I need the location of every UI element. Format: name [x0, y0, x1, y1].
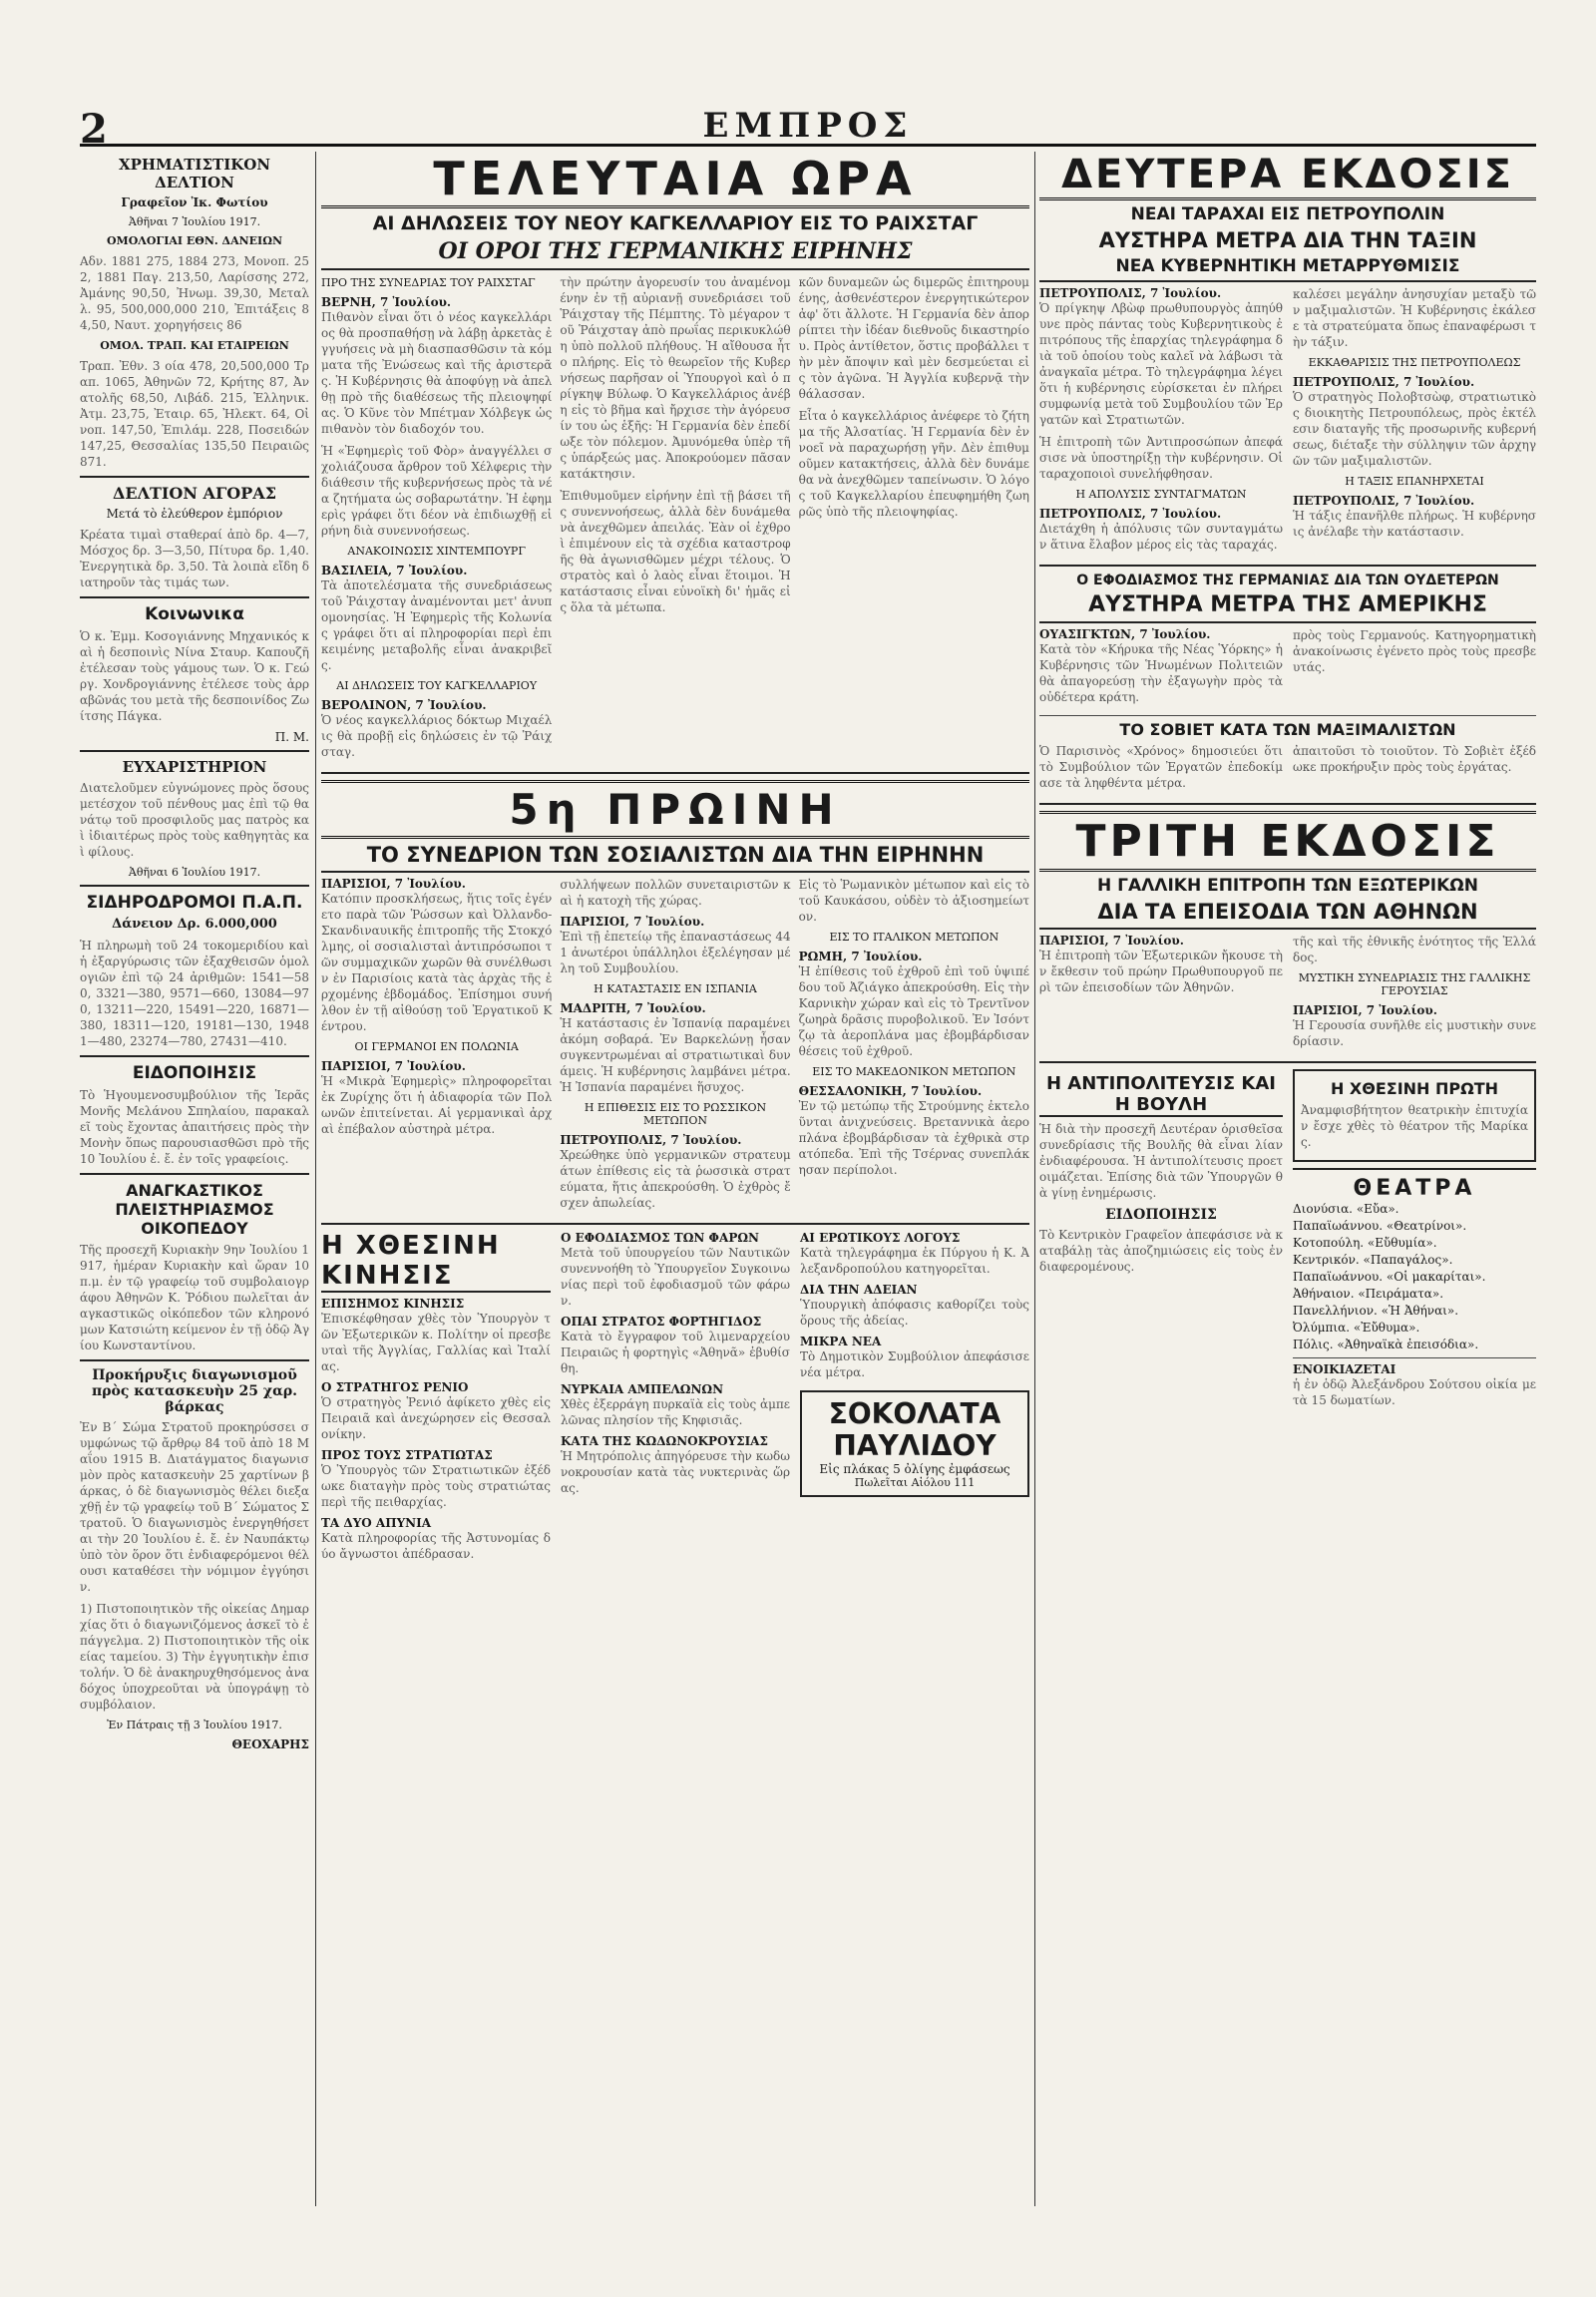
column-right: ΔΕΥΤΕΡΑ ΕΚΔΟΣΙΣ ΝΕΑΙ ΤΑΡΑΧΑΙ ΕΙΣ ΠΕΤΡΟΥΠΟΛΙΝ ΑΥΣΤΗΡΑ ΜΕΤΡΑ ΔΙΑ ΤΗΝ ΤΑΞΙΝ ΝΕΑ ΚΥΒΕΡΝΗΤΙΚΗ ΜΕΤΑΡΡΥΘΜΙΣΙΣ ΠΕΤΡΟΥΠΟΛΙΣ, 7 Ἰουλίου. Ὁ πρίγκηψ Λβὼφ πρωθυπουργὸς ἀπηύθυνε πρὸς πάντας τοὺς Κυβερνητικοὺς ἐπιτρόπους τῆς ἐπαρχίας τηλεγράφημα διὰ τοῦ ὁποίου τοὺς καλεῖ νὰ λάβωσι τὰ ἀναγκαῖα μέτρα. Τὸ τηλεγράφημα λέγει ὅτι ἡ κυβέρνησις εὑρίσκεται ἐν πλήρει συμφωνίᾳ μετὰ τοῦ Συμβουλίου τῶν Ἐργατῶν καὶ Στρατιωτῶν. Ἡ ἐπιτροπὴ τῶν Ἀντιπροσώπων ἀπεφάσισε νὰ ὑποστηρίξῃ τὴν κυβέρνησιν. Οἱ ταραχοποιοὶ συνελήφθησαν. Η ΑΠΟΛΥΣΙΣ ΣΥΝΤΑΓΜΑΤΩΝ ΠΕΤΡΟΥΠΟΛΙΣ, 7 Ἰουλίου. Διετάχθη ἡ ἀπόλυσις τῶν συνταγμάτων ἅτινα ἔλαβον μέρος εἰς τὰς ταραχάς. καλέσει μεγάλην ἀνησυχίαν μεταξὺ τῶν μαξιμαλιστῶν. Ἡ Κυβέρνησις ἐκάλεσε τὰ στρατεύματα ὅπως ἐπαναφέρωσι τὴν τάξιν. ΕΚΚΑΘΑΡΙΣΙΣ ΤΗΣ ΠΕΤΡΟΥΠΟΛΕΩΣ ΠΕΤΡΟΥΠΟΛΙΣ, 7 Ἰουλίου. Ὁ στρατηγὸς Πολοβτσὼφ, στρατιωτικὸς διοικητὴς Πετρουπόλεως, πρὸς ἐκτέλεσιν διαταγῆς τῆς προσωρινῆς κυβερνήσεως, διέταξε τὴν σύλληψιν τῶν ἀρχηγῶν τῶν μαξιμαλιστῶν. Η ΤΑΞΙΣ ΕΠΑΝΗΡΧΕΤΑΙ ΠΕΤΡΟΥΠΟΛΙΣ, 7 Ἰουλίου. Ἡ τάξις ἐπανῆλθε πλήρως. Ἡ κυβέρνησις ἀνέλαβε τὴν κατάστασιν. Ο ΕΦΟΔΙΑΣΜΟΣ ΤΗΣ ΓΕΡΜΑΝΙΑΣ ΔΙΑ ΤΩΝ ΟΥΔΕΤΕΡΩΝ ΑΥΣΤΗΡΑ ΜΕΤΡΑ ΤΗΣ ΑΜΕΡΙΚΗΣ ΟΥΑΣΙΓΚΤΩΝ, 7 Ἰουλίου. Κατὰ τὸν «Κήρυκα τῆς Νέας Ὑόρκης» ἡ Κυβέρνησις τῶν Ἡνωμένων Πολιτειῶν θὰ ἀπαγορεύσῃ τὴν ἐξαγωγὴν πρὸς τὰ οὐδέτερα κράτη. πρὸς τοὺς Γερμανούς. Κατηγορηματικὴ ἀνακοίνωσις ἐγένετο πρὸς τοὺς πρεσβευτάς. ΤΟ ΣΟΒΙΕΤ ΚΑΤΑ ΤΩΝ ΜΑΞΙΜΑΛΙΣΤΩΝ Ὁ Παρισινὸς «Χρόνος» δημοσιεύει ὅτι τὸ Συμβούλιον τῶν Ἐργατῶν ἐπεδοκίμασε τὰ ληφθέντα μέτρα. ἀπαιτοῦσι τὸ τοιοῦτον. Τὸ Σοβιὲτ ἐξέδωκε προκήρυξιν πρὸς τοὺς ἐργάτας. ΤΡΙΤΗ ΕΚΔΟΣΙΣ Η ΓΑΛΛΙΚΗ ΕΠΙΤΡΟΠΗ ΤΩΝ ΕΞΩΤΕΡΙΚΩΝ ΔΙΑ ΤΑ ΕΠΕΙΣΟΔΙΑ ΤΩΝ ΑΘΗΝΩΝ ΠΑΡΙΣΙΟΙ, 7 Ἰουλίου. Ἡ ἐπιτροπὴ τῶν Ἐξωτερικῶν ἤκουσε τὴν ἔκθεσιν τοῦ πρώην Πρωθυπουργοῦ περὶ τῶν ἐπεισοδίων τῶν Ἀθηνῶν. τῆς καὶ τῆς ἐθνικῆς ἑνότητος τῆς Ἑλλάδος. ΜΥΣΤΙΚΗ ΣΥΝΕΔΡΙΑΣΙΣ ΤΗΣ ΓΑΛΛΙΚΗΣ ΓΕΡΟΥΣΙΑΣ ΠΑΡΙΣΙΟΙ, 7 Ἰουλίου. Ἡ Γερουσία συνῆλθε εἰς μυστικὴν συνεδρίασιν. Η ΑΝΤΙΠΟΛΙΤΕΥΣΙΣ ΚΑΙ Η ΒΟΥΛΗ Ἡ διὰ τὴν προσεχῆ Δευτέραν ὁρισθεῖσα συνεδρίασις τῆς Βουλῆς θὰ εἶναι λίαν ἐνδιαφέρουσα. Ἡ ἀντιπολίτευσις προετοιμάζεται. Ἐπίσης διὰ τῶν Ὑπουργῶν θὰ γίνῃ ἐνημέρωσις. ΕΙΔΟΠΟΙΗΣΙΣ Τὸ Κεντρικὸν Γραφεῖον ἀπεφάσισε νὰ καταβάλῃ τὰς ἀποζημιώσεις εἰς τοὺς ἐνδιαφερομένους. Η ΧΘΕΣΙΝΗ ΠΡΩΤΗ Ἀναμφισβήτητον θεατρικὴν ἐπιτυχίαν ἔσχε χθὲς τὸ θέατρον τῆς Μαρίκας. ΘΕΑΤΡΑ Διονύσια. «Εὔα». Παπαϊωάννου. «Θεατρίνοι». Κοτοπούλη. «Εὔθυμία». Κεντρικόν. «Παπαγάλος». Παπαϊωάννου. «Οἱ μακαρίται». Ἀθήναιον. «Πειράματα». Πανελλήνιον. «Ἡ Ἀθήναι». Ὀλύμπια. «Ἐὔθυμα». Πόλις. «Ἀθηναϊκὰ ἐπεισόδια». ΕΝΟΙΚΙΑΖΕΤΑΙ ἡ ἐν ὁδῷ Ἀλεξάνδρου Σούτσου οἰκία μετὰ 15 δωματίων.: [1039, 152, 1536, 1407]
headline-chancellor: ΑΙ ΔΗΛΩΣΕΙΣ ΤΟΥ ΝΕΟΥ ΚΑΓΚΕΛΛΑΡΙΟΥ ΕΙΣ ΤΟ ΡΑΙΧΣΤΑΓ: [372, 212, 979, 234]
tender-date: Ἐν Πάτραις τῇ 3 Ἰουλίου 1917.: [107, 1719, 282, 1731]
premiere-box: Η ΧΘΕΣΙΝΗ ΠΡΩΤΗ Ἀναμφισβήτητον θεατρικὴν ἐπιτυχίαν ἔσχε χθὲς τὸ θέατρον τῆς Μαρίκας.: [1293, 1069, 1536, 1162]
social-title: Κοινωνικα: [145, 604, 244, 624]
chocolate-ad: [800, 1390, 1029, 1497]
dateline: ΠΕΤΡΟΥΠΟΛΙΣ, 7 Ἰουλίου.: [1293, 375, 1475, 389]
rent-notice: ΕΝΟΙΚΙΑΖΕΤΑΙ: [1293, 1362, 1396, 1376]
headline-america: ΑΥΣΤΗΡΑ ΜΕΤΡΑ ΤΗΣ ΑΜΕΡΙΚΗΣ: [1039, 592, 1536, 623]
column-divider: [315, 152, 316, 2206]
banner-third-edition: ΤΡΙΤΗ ΕΚΔΟΣΙΣ: [1039, 811, 1536, 872]
finance-subtitle: Γραφεῖον Ἰκ. Φωτίου: [121, 195, 268, 209]
column-center: ΤΕΛΕΥΤΑΙΑ ΩΡΑ ΑΙ ΔΗΛΩΣΕΙΣ ΤΟΥ ΝΕΟΥ ΚΑΓΚΕΛΛΑΡΙΟΥ ΕΙΣ ΤΟ ΡΑΙΧΣΤΑΓ ΟΙ ΟΡΟΙ ΤΗΣ ΓΕΡΜΑΝΙΚΗΣ ΕΙΡΗΝΗΣ ΠΡΟ ΤΗΣ ΣΥΝΕΔΡΙΑΣ ΤΟΥ ΡΑΙΧΣΤΑΓ ΒΕΡΝΗ, 7 Ἰουλίου. Πιθανὸν εἶναι ὅτι ὁ νέος καγκελλάριος θὰ προσπαθήσῃ νὰ λάβῃ ἀρκετὰς ἐγγυήσεις νὰ μὴ διασπασθῶσιν τὰ κόμματα τῆς Ἐνώσεως καὶ τῆς ἀριστερᾶς. Ἡ Κυβέρνησις θὰ ἀποφύγῃ νὰ ἀπελθῃ πρὸ τῆς διαθέσεως τῆς πλειοψηφίας. Ὁ Κῦνε τὸν Μπέτμαν Χόλβεγκ ὡς πιθανὸν τὸν διαδοχόν του. Ἡ «Ἐφημερὶς τοῦ Φὸρ» ἀναγγέλλει σχολιάζουσα ἄρθρον τοῦ Χέλφερις τὴν διάθεσιν τῆς κυβερνήσεως πρὸς τὰ νέα ζητήματα ὡς σοβαρωτάτην. Ἡ ἐφημερὶς γράφει ὅτι δέον νὰ ἐπιδιωχθῇ εἰρήνη διὰ συνεννοήσεως. ΑΝΑΚΟΙΝΩΣΙΣ ΧΙΝΤΕΜΠΟΥΡΓ ΒΑΣΙΛΕΙΑ, 7 Ἰουλίου. Τὰ ἀποτελέσματα τῆς συνεδριάσεως τοῦ Ῥάιχσταγ ἀναμένονται μετ' ἀνυπομονησίας. Ἡ Ἐφημερὶς τῆς Κολωνίας γράφει ὅτι αἱ πληροφορίαι περὶ ἐπικειμένης μεταβολῆς εἶναι ἀνακριβεῖς. ΑΙ ΔΗΛΩΣΕΙΣ ΤΟΥ ΚΑΓΚΕΛΛΑΡΙΟΥ ΒΕΡΟΛΙΝΟΝ, 7 Ἰουλίου. Ὁ νέος καγκελλάριος δόκτωρ Μιχαέλις θὰ προβῇ εἰς δηλώσεις ἐν τῷ Ῥάιχσταγ. τὴν πρώτην ἀγορευσίν του ἀναμένομένην ἐν τῇ αὐριανῇ συνεδριάσει τοῦ Ῥάιχσταγ τῆς Πέμπτης. Τὸ μέγαρον τοῦ Ῥάιχσταγ ἀπὸ πρωΐας περικυκλώθη ὑπὸ πολλοῦ πλήθους. Ἡ αἴθουσα ἦτο πλήρης. Εἰς τὸ θεωρεῖον τῆς Κυβερνήσεως παρῆσαν οἱ Ὑπουργοὶ καὶ ὁ πρίγκηψ Βύλωφ. Ὁ Καγκελλάριος ἀνέβη εἰς τὸ βῆμα καὶ ἤρχισε τὴν ἀγόρευσίν του ὡς ἑξῆς: Ἡ Γερμανία δὲν ἐπεδίωξε τὸν πόλεμον. Ἀμυνόμεθα ὑπὲρ τῆς ὑπάρξεώς μας. Ἀποκρούομεν πᾶσαν κατάκτησιν. Ἐπιθυμοῦμεν εἰρήνην ἐπὶ τῇ βάσει τῆς συνεννοήσεως, ἀλλὰ δὲν δυνάμεθα νὰ ἀνεχθῶμεν ἀπειλάς. Ἐὰν οἱ ἐχθροὶ ἐπιμένουν εἰς τὰ σχέδια καταστροφῆς θὰ ἀγωνισθῶμεν μέχρι τέλους. Ὁ στρατὸς καὶ ὁ λαὸς εἶναι ἕτοιμοι. Ἡ κατάστασις εἶναι εὐνοϊκὴ δι' ἡμᾶς εἰς ὅλα τὰ μέτωπα. κῶν δυναμεῶν ὡς διμερῶς ἐπιτηρουμένης, ἀσθενέστερον ἐνεργητικώτερον ἀφ' ὅτι ἄλλοτε. Ἡ Γερμανία δὲν ἀπορρίπτει τὴν ἰδέαν διεθνοῦς δικαστηρίου. Πρὸς ἀντίθετον, ὅστις προβάλλει τὴν μὲν ἄποψιν καὶ μὲν δεσμεύεται εἰς τὸν ἀγῶνα. Ἡ Ἀγγλία κυβερνᾷ τὴν θάλασσαν. Εἶτα ὁ καγκελλάριος ἀνέφερε τὸ ζήτημα τῆς Ἀλσατίας. Ἡ Γερμανία δὲν ἐννοεῖ νὰ παραχωρήσῃ γῆν. Δὲν ἐπιθυμοῦμεν κατακτήσεις, ἀλλὰ δὲν δυνάμεθα νὰ ἀνεχθῶμεν ταπείνωσιν. Ὁ λόγος τοῦ Καγκελλαρίου ἐπευφημήθη ζωηρῶς ὑπὸ τῆς πλειοψηφίας. 5η ΠΡΩΙΝΗ ΤΟ ΣΥΝΕΔΡΙΟΝ ΤΩΝ ΣΟΣΙΑΛΙΣΤΩΝ ΔΙΑ ΤΗΝ ΕΙΡΗΝΗΝ ΠΑΡΙΣΙΟΙ, 7 Ἰουλίου. Κατόπιν προσκλήσεως, ἥτις τοῖς ἐγένετο παρὰ τῶν Ῥώσσων καὶ Ὀλλανδο-Σκανδιναυικῆς ἐπιτροπῆς τῆς Στοκχόλμης, οἱ σοσιαλισταὶ ἀντιπρόσωποι τῶν συμμαχικῶν χωρῶν θὰ συνέλθωσιν ἐν Παρισίοις κατὰ τὰς ἀρχὰς τῆς ἐρχομένης ἑβδομάδος. Ἐπίσημοι συνήλθον ἐν τῇ αἰθούσῃ τοῦ Ἐργατικοῦ Κέντρου. ΟΙ ΓΕΡΜΑΝΟΙ ΕΝ ΠΟΛΩΝΙΑ ΠΑΡΙΣΙΟΙ, 7 Ἰουλίου. Ἡ «Μικρὰ Ἐφημερὶς» πληροφορεῖται ἐκ Ζυρίχης ὅτι ἡ ἀδιαφορία τῶν Πολωνῶν ἐπιτείνεται. Αἱ γερμανικαὶ ἀρχαὶ ἐπέβαλον αὐστηρὰ μέτρα. συλλήψεων πολλῶν συνεταιριστῶν καὶ ἡ κατοχὴ τῆς χώρας. ΠΑΡΙΣΙΟΙ, 7 Ἰουλίου. Ἐπὶ τῇ ἐπετείῳ τῆς ἐπαναστάσεως 441 ἀνωτέροι ὑπάλληλοι ἐξελέγησαν μέλη τοῦ Συμβουλίου. Η ΚΑΤΑΣΤΑΣΙΣ ΕΝ ΙΣΠΑΝΙΑ ΜΑΔΡΙΤΗ, 7 Ἰουλίου. Ἡ κατάστασις ἐν Ἰσπανίᾳ παραμένει ἀκόμη σοβαρά. Ἐν Βαρκελώνῃ ἦσαν συγκεντρωμέναι αἱ στρατιωτικαὶ δυνάμεις. Ἡ κυβέρνησις λαμβάνει μέτρα. Ἡ Ἰσπανία παραμένει ἥσυχος. Η ΕΠΙΘΕΣΙΣ ΕΙΣ ΤΟ ΡΩΣΣΙΚΟΝ ΜΕΤΩΠΟΝ ΠΕΤΡΟΥΠΟΛΙΣ, 7 Ἰουλίου. Χρεώθηκε ὑπὸ γερμανικῶν στρατευμάτων ἐπίθεσις εἰς τὰ ῥωσσικὰ στρατεύματα, ἥτις ἀπεκρούσθη. Ὁ ἐχθρὸς ἔσχεν ἀπωλείας. Εἰς τὸ Ῥωμανικὸν μέτωπον καὶ εἰς τὸ τοῦ Καυκάσου, οὐδὲν τὸ ἀξιοσημείωτον. ΕΙΣ ΤΟ ΙΤΑΛΙΚΟΝ ΜΕΤΩΠΟΝ ΡΩΜΗ, 7 Ἰουλίου. Ἡ ἐπίθεσις τοῦ ἐχθροῦ ἐπὶ τοῦ ὑψιπέδου τοῦ Ἀζιάγκο ἀπεκρούσθη. Εἰς τὴν Καρνικὴν χώραν καὶ εἰς τὸ Τρεντῖνον ζωηρὰ δρᾶσις πυροβολικοῦ. Ἐν Ἰσόντζῳ τὰ ἀεροπλάνα μας ἐβομβάρδισαν θέσεις τοῦ ἐχθροῦ. ΕΙΣ ΤΟ ΜΑΚΕΔΟΝΙΚΟΝ ΜΕΤΩΠΟΝ ΘΕΣΣΑΛΟΝΙΚΗ, 7 Ἰουλίου. Ἐν τῷ μετώπῳ τῆς Στρούμνης ἐκτελοῦνται ἀνιχνεύσεις. Βρεταννικὰ ἀεροπλάνα ἐβομβάρδισαν τὰ ἐχθρικὰ στρατόπεδα. Ἐπὶ τῆς Τσέρνας συνεπλάκησαν περίπολοι. Η ΧΘΕΣΙΝΗ ΚΙΝΗΣΙΣ ΕΠΙΣΗΜΟΣ ΚΙΝΗΣΙΣ Ἐπισκέφθησαν χθὲς τὸν Ὑπουργὸν τῶν Ἐξωτερικῶν κ. Πολίτην οἱ πρεσβευταὶ τῆς Ἀγγλίας, Γαλλίας καὶ Ἰταλίας. Ο ΣΤΡΑΤΗΓΟΣ ΡΕΝΙΟ Ὁ στρατηγὸς Ῥενιό ἀφίκετο χθὲς εἰς Πειραιᾶ καὶ ἀνεχώρησεν εἰς Θεσσαλονίκην. ΠΡΟΣ ΤΟΥΣ ΣΤΡΑΤΙΩΤΑΣ Ὁ Ὑπουργὸς τῶν Στρατιωτικῶν ἐξέδωκε διαταγὴν πρὸς τοὺς στρατιώτας περὶ τῆς πειθαρχίας. ΤΑ ΔΥΟ ΑΠΥΝΙΑ Κατὰ πληροφορίας τῆς Ἀστυνομίας δύο ἄγνωστοι ἀπέδρασαν. Ο ΕΦΟΔΙΑΣΜΟΣ ΤΩΝ ΦΑΡΩΝ Μετὰ τοῦ ὑπουργείου τῶν Ναυτικῶν συνεννοήθη τὸ Ὑπουργεῖον Συγκοινωνίας περὶ τοῦ ἐφοδιασμοῦ τῶν φάρων. ΟΠΑΙ ΣΤΡΑΤΟΣ ΦΟΡΤΗΓΙΔΟΣ Κατὰ τὸ ἔγγραφον τοῦ λιμεναρχείου Πειραιῶς ἡ φορτηγὶς «Ἀθηνᾶ» ἐβυθίσθη. ΝΥΡΚΑΙΑ ΑΜΠΕΛΩΝΩΝ Χθὲς ἐξερράγη πυρκαϊὰ εἰς τοὺς ἀμπελῶνας πλησίον τῆς Κηφισιᾶς. ΚΑΤΑ ΤΗΣ ΚΩΔΩΝΟΚΡΟΥΣΙΑΣ Ἡ Μητρόπολις ἀπηγόρευσε τὴν κωδωνοκρουσίαν κατὰ τὰς νυκτερινὰς ὥρας. ΑΙ ΕΡΩΤΙΚΟΥΣ ΛΟΓΟΥΣ Κατὰ τηλεγράφημα ἐκ Πύργου ἡ Κ. Ἀλεξανδροπούλου κατηγορεῖται. ΔΙΑ ΤΗΝ ΑΔΕΙΑΝ Ὑπουργικὴ ἀπόφασις καθορίζει τοὺς ὅρους τῆς ἀδείας. ΜΙΚΡΑ ΝΕΑ Τὸ Δημοτικὸν Συμβούλιον ἀπεφάσισε νέα μέτρα. ΣΟΚΟΛΑΤΑ ΠΑΥΛΙΔΟΥ Εἰς πλάκας 5 ὀλίγης ἐμφάσεως Πωλεῖται Αἰόλου 111: [321, 152, 1029, 1561]
dateline: ΠΑΡΙΣΙΟΙ, 7 Ἰουλίου.: [321, 877, 466, 891]
tender-signature: ΘΕΟΧΑΡΗΣ: [231, 1737, 309, 1751]
headline-reform: ΝΕΑ ΚΥΒΕΡΝΗΤΙΚΗ ΜΕΤΑΡΡΥΘΜΙΣΙΣ: [1039, 256, 1536, 282]
moves-title: Η ΧΘΕΣΙΝΗ ΚΙΝΗΣΙΣ: [321, 1231, 551, 1293]
dateline: ΒΑΣΙΛΕΙΑ, 7 Ἰουλίου.: [321, 564, 468, 577]
section-heading: ΕΙΣ ΤΟ ΙΤΑΛΙΚΟΝ ΜΕΤΩΠΟΝ: [829, 931, 999, 944]
finance-date: Ἀθῆναι 7 Ἰουλίου 1917.: [128, 215, 261, 228]
section-heading: ΟΙ ΓΕΡΜΑΝΟΙ ΕΝ ΠΟΛΩΝΙΑ: [354, 1040, 519, 1053]
thanks-title: ΕΥΧΑΡΙΣΤΗΡΙΟΝ: [122, 758, 267, 776]
headline-athens-incidents: ΔΙΑ ΤΑ ΕΠΕΙΣΟΔΙΑ ΤΩΝ ΑΘΗΝΩΝ: [1039, 900, 1536, 930]
dateline: ΠΕΤΡΟΥΠΟΛΙΣ, 7 Ἰουλίου.: [560, 1133, 742, 1147]
agora-subtitle: Μετά τὸ ἐλεύθερον ἐμπόριον: [106, 507, 283, 521]
finance-line: ΟΜΟΛ. ΤΡΑΠ. ΚΑΙ ΕΤΑΙΡΕΙΩΝ: [100, 339, 289, 352]
section-heading: Η ΤΑΞΙΣ ΕΠΑΝΗΡΧΕΤΑΙ: [1345, 475, 1484, 488]
premiere-title: Η ΧΘΕΣΙΝΗ ΠΡΩΤΗ: [1330, 1079, 1499, 1098]
notice-title: ΕΙΔΟΠΟΙΗΣΙΣ: [1105, 1207, 1217, 1223]
dateline: ΒΕΡΝΗ, 7 Ἰουλίου.: [321, 295, 452, 309]
dateline: ΠΕΤΡΟΥΠΟΛΙΣ, 7 Ἰουλίου.: [1293, 494, 1475, 508]
section-heading: ΑΙ ΔΗΛΩΣΕΙΣ ΤΟΥ ΚΑΓΚΕΛΛΑΡΙΟΥ: [336, 679, 538, 692]
dateline: ΠΕΤΡΟΥΠΟΛΙΣ, 7 Ἰουλίου.: [1039, 286, 1222, 300]
banner-second-edition: ΔΕΥΤΕΡΑ ΕΚΔΟΣΙΣ: [1039, 152, 1536, 200]
headline-socialists: ΤΟ ΣΥΝΕΔΡΙΟΝ ΤΩΝ ΣΟΣΙΑΛΙΣΤΩΝ ΔΙΑ ΤΗΝ ΕΙΡΗΝΗΝ: [321, 843, 1029, 873]
section-heading: Η ΑΠΟΛΥΣΙΣ ΣΥΝΤΑΓΜΑΤΩΝ: [1075, 488, 1247, 501]
auction-title: ΑΝΑΓΚΑΣΤΙΚΟΣ ΠΛΕΙΣΤΗΡΙΑΣΜΟΣ ΟΙΚΟΠΕΔΟΥ: [115, 1181, 274, 1238]
masthead: [80, 104, 1536, 153]
rail-title: ΣΙΔΗΡΟΔΡΟΜΟΙ Π.Α.Π.: [86, 893, 303, 913]
dateline: ΠΑΡΙΣΙΟΙ, 7 Ἰουλίου.: [560, 915, 705, 929]
paper-name: ΕΜΠΡΟΣ: [702, 106, 914, 146]
banner-5th-edition: 5η ΠΡΩΙΝΗ: [321, 780, 1029, 839]
thanks-date: Ἀθῆναι 6 Ἰουλίου 1917.: [128, 866, 261, 879]
section-heading: ΜΥΣΤΙΚΗ ΣΥΝΕΔΡΙΑΣΙΣ ΤΗΣ ΓΑΛΛΙΚΗΣ ΓΕΡΟΥΣΙΑΣ: [1298, 971, 1531, 997]
section-heading: ΕΙΣ ΤΟ ΜΑΚΕΔΟΝΙΚΟΝ ΜΕΤΩΠΟΝ: [812, 1065, 1016, 1078]
headline-peace-terms: ΟΙ ΟΡΟΙ ΤΗΣ ΓΕΡΜΑΝΙΚΗΣ ΕΙΡΗΝΗΣ: [321, 238, 1029, 270]
headline-soviet: ΤΟ ΣΟΒΙΕΤ ΚΑΤΑ ΤΩΝ ΜΑΞΙΜΑΛΙΣΤΩΝ: [1119, 720, 1456, 739]
banner-last-hour: ΤΕΛΕΥΤΑΙΑ ΩΡΑ: [321, 152, 1029, 208]
dateline: ΠΑΡΙΣΙΟΙ, 7 Ἰουλίου.: [1293, 1003, 1437, 1017]
finance-text: Αδν. 1881 275, 1884 273, Μονοπ. 252, 1881 Παγ. 213,50, Λαρίσσης 272, Ἀμάνης 90,50, Ἠνωμ. 39,30, Μεταλλ. 95, 500,000,000 210, Ἐπιτάξεις 84,50, Ναυτ. χορηγήσεις 86: [80, 254, 309, 332]
dateline: ΡΩΜΗ, 7 Ἰουλίου.: [798, 950, 923, 963]
ad-title: ΣΟΚΟΛΑΤΑ ΠΑΥΛΙΔΟΥ: [828, 1397, 1001, 1462]
section-heading: ΑΝΑΚΟΙΝΩΣΙΣ ΧΙΝΤΕΜΠΟΥΡΓ: [347, 545, 526, 558]
dateline: ΒΕΡΟΛΙΝΟΝ, 7 Ἰουλίου.: [321, 698, 487, 712]
dateline: ΠΑΡΙΣΙΟΙ, 7 Ἰουλίου.: [321, 1059, 466, 1073]
column-left: ΧΡΗΜΑΤΙΣΤΙΚΟΝ ΔΕΛΤΙΟΝ Γραφεῖον Ἰκ. Φωτίου Ἀθῆναι 7 Ἰουλίου 1917. ΟΜΟΛΟΓΙΑΙ ΕΘΝ. ΔΑΝΕΙΩΝ Αδν. 1881 275, 1884 273, Μονοπ. 252, 1881 Παγ. 213,50, Λαρίσσης 272, Ἀμάνης 90,50, Ἠνωμ. 39,30, Μεταλλ. 95, 500,000,000 210, Ἐπιτάξεις 84,50, Ναυτ. χορηγήσεις 86 ΟΜΟΛ. ΤΡΑΠ. ΚΑΙ ΕΤΑΙΡΕΙΩΝ Τραπ. Ἐθν. 3 οία 478, 20,500,000 Τραπ. 1065, Ἀθηνῶν 72, Κρήτης 87, Ἀνατολῆς 68,50, Λιβάδ. 215, Ἑλληνικ. Ἀτμ. 23,75, Ἐταιρ. 65, Ἠλεκτ. 64, Οἰνοπ. 147,50, Ἐπιλάμ. 228, Ποσειδών 147,25, Θεσσαλίας 135,50 Πειραιῶς 871. ΔΕΛΤΙΟΝ ΑΓΟΡΑΣ Μετά τὸ ἐλεύθερον ἐμπόριον Κρέατα τιμαὶ σταθεραί ἀπὸ δρ. 4—7, Μόσχος δρ. 3—3,50, Πίτυρα δρ. 1,40. Ἐνεργητικὰ δρ. 3,50. Τὰ λοιπὰ εἴδη διατηροῦν τὰς τιμάς των. Κοινωνικα Ὁ κ. Ἐμμ. Κοσογιάννης Μηχανικός καὶ ἡ δεσποινὶς Νίνα Σταυρ. Καπουζῆ ἐτέλεσαν τοὺς γάμους των. Ὁ κ. Γεώργ. Χονδρογιάννης ἐτέλεσε τοὺς ἀρραβῶνάς του μετὰ τῆς δεσποινίδος Ζωίτσης Πάγκα. Π. Μ. ΕΥΧΑΡΙΣΤΗΡΙΟΝ Διατελοῦμεν εὐγνώμονες πρὸς ὅσους μετέσχον τοῦ πένθους μας ἐπὶ τῷ θανάτῳ τοῦ προσφιλοῦς μας πατρὸς καὶ ἰδιαιτέρως πρὸς τοὺς καθηγητὰς καὶ φίλους. Ἀθῆναι 6 Ἰουλίου 1917. ΣΙΔΗΡΟΔΡΟΜΟΙ Π.Α.Π. Δάνειον Δρ. 6.000,000 Ἡ πληρωμὴ τοῦ 24 τοκομεριδίου καὶ ἡ ἐξαργύρωσις τῶν ἐξαχθεισῶν ὁμολογιῶν ἐπὶ τῷ 24 ἀριθμῶν: 1541—580, 3321—380, 9571—660, 13084—970, 13211—220, 15491—220, 16871—380, 18311—120, 19181—130, 19481—480, 23274—780, 27431—410. ΕΙΔΟΠΟΙΗΣΙΣ Τὸ Ἡγουμενοσυμβούλιον τῆς Ἱερᾶς Μονῆς Μελάνου Σπηλαίου, παρακαλεῖ τοὺς ἔχοντας ἀπαιτήσεις πρὸς τὴν Μονὴν ὅπως παρουσιασθῶσι πρὸ τῆς 10 Ἰουλίου ἐ. ἔ. ἐν τοῖς γραφείοις. ΑΝΑΓΚΑΣΤΙΚΟΣ ΠΛΕΙΣΤΗΡΙΑΣΜΟΣ ΟΙΚΟΠΕΔΟΥ Τῆς προσεχῆ Κυριακὴν 9ην Ἰουλίου 1917, ἡμέραν Κυριακὴν καὶ ὥραν 10 π.μ. ἐν τῷ γραφείῳ τοῦ συμβολαιογράφου Ἀθηνῶν Κ. Ῥόδιου πωλεῖται ἀναγκαστικῶς οἰκόπεδον τῶν κληρονόμων Κατσιώτη κείμενον ἐν τῇ ὁδῷ Ἀγίου Κωνσταντίνου. Προκήρυξις διαγωνισμοῦ πρὸς κατασκευὴν 25 χαρ. βάρκας Ἐν Β΄ Σώμα Στρατοῦ προκηρύσσει συμφώνως τῷ ἄρθρῳ 84 τοῦ ἀπὸ 18 Μαΐου 1915 Β. Διατάγματος διαγωνισμὸν πρὸς κατασκευὴν 25 χαρτίνων βάρκας, ὁ δὲ διαγωνισμὸς θέλει διεξαχθῇ ἐν τῷ γραφείῳ τοῦ Β΄ Σώματος Στρατοῦ. Ὁ διαγωνισμὸς ἐνεργηθήσεται τὴν 20 Ἰουλίου ἐ. ἔ. ἐν Ναυπάκτῳ ὑπὸ τὸν ὅρον ὅτι ἐνδιαφερόμενοι θέλουσι καταθέσει τὴν νόμιμον ἐγγύησιν. 1) Πιστοποιητικὸν τῆς οἰκείας Δημαρχίας ὅτι ὁ διαγωνιζόμενος ἀσκεῖ τὸ ἐπάγγελμα. 2) Πιστοποιητικὸν τῆς οἰκείας ταμείου. 3) Τὴν ἐγγυητικὴν ἐπιστολήν. Ὁ δὲ ἀνακηρυχθησόμενος ἀναδόχος ὑποχρεοῦται νὰ ὑπογράψῃ τὸ συμβόλαιον. Ἐν Πάτραις τῇ 3 Ἰουλίου 1917. ΘΕΟΧΑΡΗΣ: [80, 156, 309, 1751]
finance-line: ΟΜΟΛΟΓΙΑΙ ΕΘΝ. ΔΑΝΕΙΩΝ: [106, 234, 283, 247]
theatre-title: ΘΕΑΤΡΑ: [1353, 1176, 1476, 1201]
page-number: 2: [80, 106, 108, 153]
finance-title: ΧΡΗΜΑΤΙΣΤΙΚΟΝ ΔΕΛΤΙΟΝ: [118, 156, 271, 191]
tender-title: Προκήρυξις διαγωνισμοῦ πρὸς κατασκευὴν 25 χαρ. βάρκας: [91, 1367, 298, 1415]
section-heading: Η ΕΠΙΘΕΣΙΣ ΕΙΣ ΤΟ ΡΩΣΣΙΚΟΝ ΜΕΤΩΠΟΝ: [584, 1101, 767, 1127]
headline-commission: Η ΓΑΛΛΙΚΗ ΕΠΙΤΡΟΠΗ ΤΩΝ ΕΞΩΤΕΡΙΚΩΝ: [1097, 876, 1478, 896]
section-heading: ΕΚΚΑΘΑΡΙΣΙΣ ΤΗΣ ΠΕΤΡΟΥΠΟΛΕΩΣ: [1308, 356, 1521, 369]
dateline: ΜΑΔΡΙΤΗ, 7 Ἰουλίου.: [560, 1001, 706, 1015]
rail-subtitle: Δάνειον Δρ. 6.000,000: [112, 917, 277, 932]
dateline: ΘΕΣΣΑΛΟΝΙΚΗ, 7 Ἰουλίου.: [798, 1084, 983, 1098]
headline-strict-measures: ΑΥΣΤΗΡΑ ΜΕΤΡΑ ΔΙΑ ΤΗΝ ΤΑΞΙΝ: [1098, 228, 1477, 252]
dateline: ΠΕΤΡΟΥΠΟΛΙΣ, 7 Ἰουλίου.: [1039, 507, 1222, 521]
dateline: ΟΥΑΣΙΓΚΤΩΝ, 7 Ἰουλίου.: [1039, 627, 1211, 641]
section-heading: ΠΡΟ ΤΗΣ ΣΥΝΕΔΡΙΑΣ ΤΟΥ ΡΑΙΧΣΤΑΓ: [321, 276, 536, 289]
headline-neutrals: Ο ΕΦΟΔΙΑΣΜΟΣ ΤΗΣ ΓΕΡΜΑΝΙΑΣ ΔΙΑ ΤΩΝ ΟΥΔΕΤΕΡΩΝ: [1076, 573, 1499, 588]
notices-title: ΕΙΔΟΠΟΙΗΣΙΣ: [132, 1063, 257, 1083]
opposition-title: Η ΑΝΤΙΠΟΛΙΤΕΥΣΙΣ ΚΑΙ Η ΒΟΥΛΗ: [1039, 1073, 1283, 1117]
headline-petrograd: ΝΕΑΙ ΤΑΡΑΧΑΙ ΕΙΣ ΠΕΤΡΟΥΠΟΛΙΝ: [1130, 204, 1445, 224]
dateline: ΠΑΡΙΣΙΟΙ, 7 Ἰουλίου.: [1039, 934, 1184, 948]
social-signature: Π. Μ.: [274, 730, 309, 744]
ad-footer: Πωλεῖται Αἰόλου 111: [854, 1476, 976, 1489]
agora-title: ΔΕΛΤΙΟΝ ΑΓΟΡΑΣ: [112, 484, 276, 503]
ad-subtitle: Εἰς πλάκας 5 ὀλίγης ἐμφάσεως: [819, 1462, 1010, 1476]
section-heading: Η ΚΑΤΑΣΤΑΣΙΣ ΕΝ ΙΣΠΑΝΙΑ: [594, 982, 757, 995]
column-divider: [1034, 152, 1035, 2206]
